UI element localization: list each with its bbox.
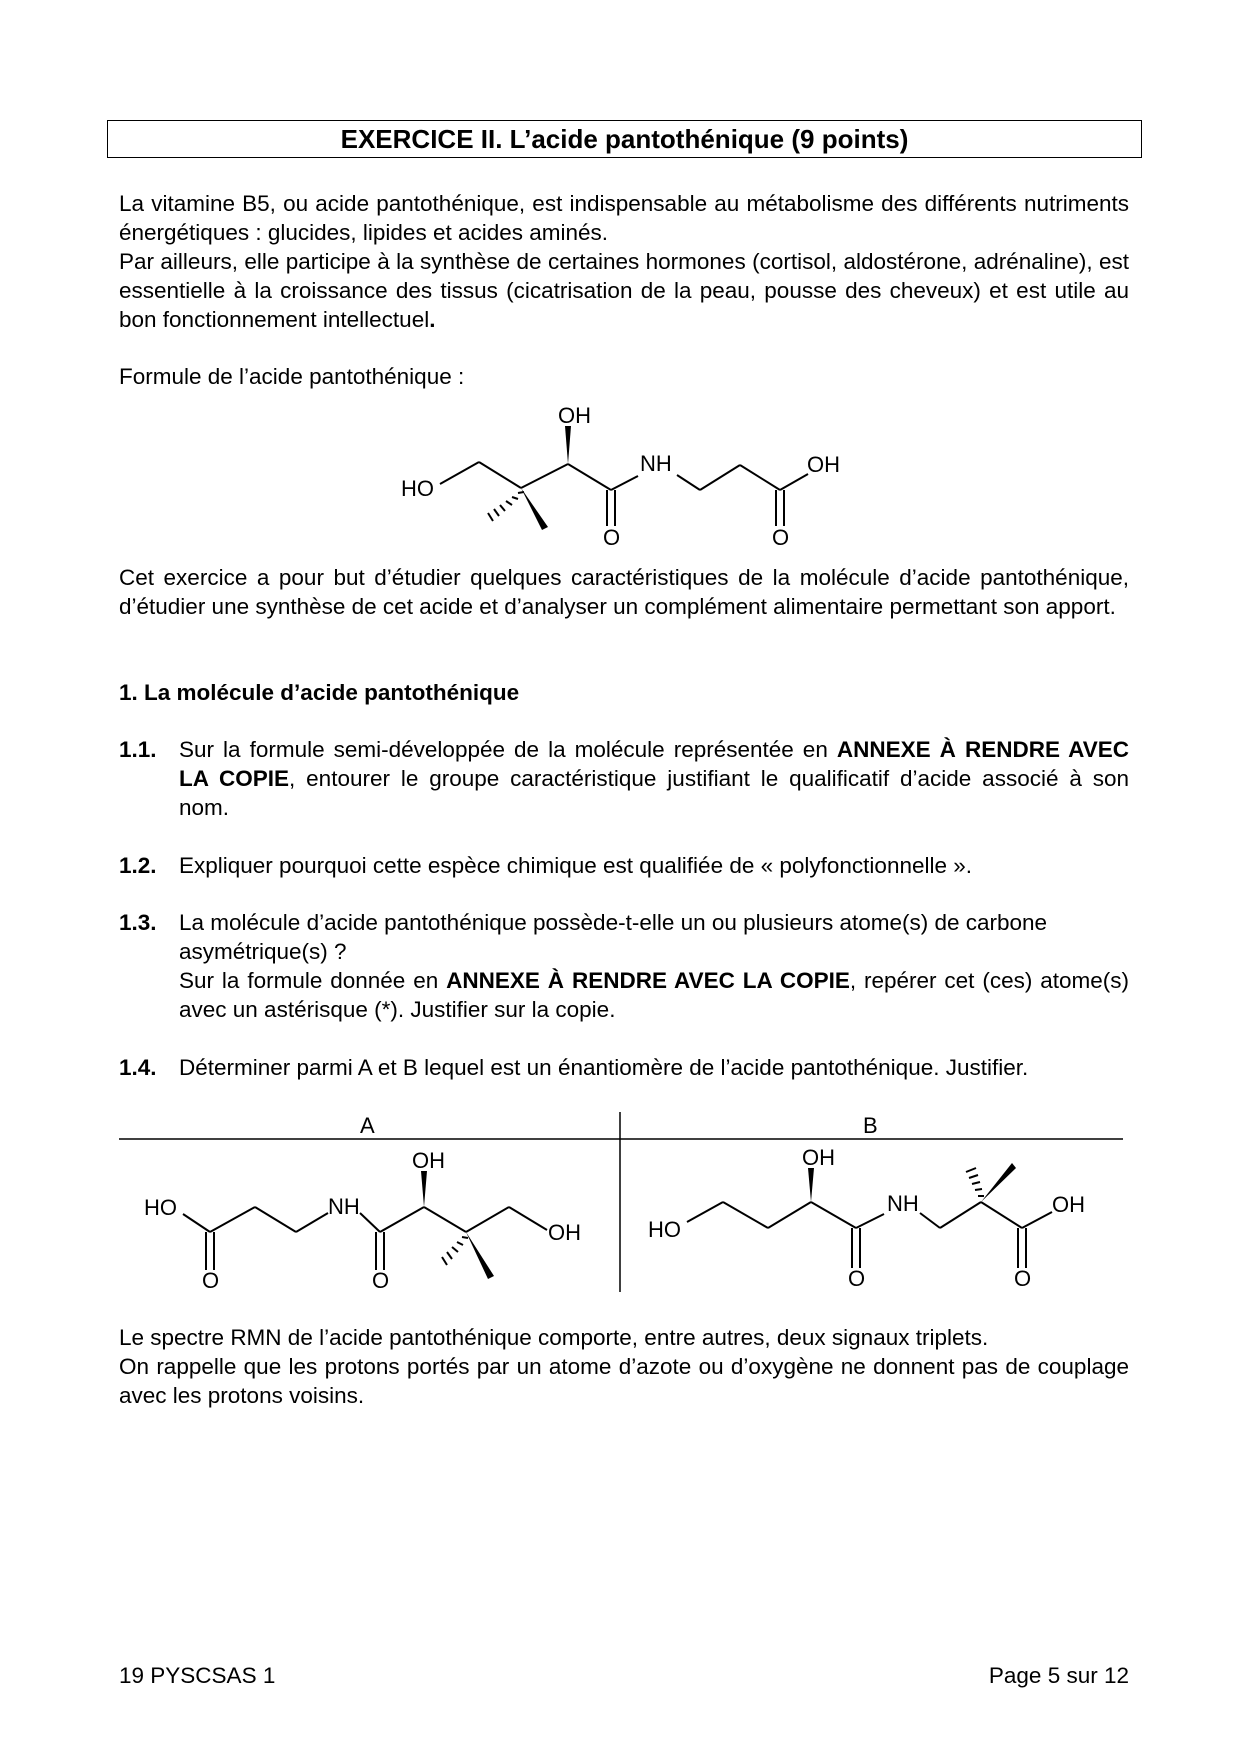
question-number: 1.4. <box>119 1055 157 1080</box>
question-1-1: 1.1. Sur la formule semi-développée de la molécule représentée en ANNEXE À RENDRE AVEC LA COPIE, entourer le groupe caractéristique justifiant le qualificatif d’acide associé à son nom. <box>119 737 1129 820</box>
a-o-label-1: O <box>202 1268 220 1293</box>
a-oh-end-label: OH <box>548 1220 581 1245</box>
section-1-heading: 1. La molécule d’acide pantothénique <box>119 680 520 705</box>
question-1-4: 1.4. Déterminer parmi A et B lequel est un énantiomère de l’acide pantothénique. Justifier. <box>119 1055 1029 1080</box>
nmr-line-1: Le spectre RMN de l’acide pantothénique comporte, entre autres, deux signaux triplets. <box>119 1325 989 1350</box>
b-oh-acid-label: OH <box>1052 1192 1085 1217</box>
nmr-line-2: On rappelle que les protons portés par un atome d’azote ou d’oxygène ne donnent pas de couplage avec les protons voisins. <box>119 1354 1129 1408</box>
exercise-title: EXERCICE II. L’acide pantothénique (9 points) <box>107 120 1142 158</box>
a-o-label-2: O <box>372 1268 390 1293</box>
b-oh-label: OH <box>802 1145 835 1170</box>
o-acid-label: O <box>772 525 790 550</box>
oh-acid-label: OH <box>807 452 840 477</box>
b-o-label-2: O <box>1014 1266 1032 1291</box>
question-number: 1.1. <box>119 737 157 762</box>
b-nh-label: NH <box>887 1191 919 1216</box>
oh-label: OH <box>558 403 591 428</box>
formula-label: Formule de l’acide pantothénique : <box>119 364 465 389</box>
question-1-2: 1.2. Expliquer pourquoi cette espèce chimique est qualifiée de « polyfonctionnelle ». <box>119 853 973 878</box>
pantothenic-acid-structure <box>390 400 860 550</box>
molecule-b <box>648 1145 1085 1291</box>
question-number: 1.3. <box>119 910 157 935</box>
b-ho-label: HO <box>648 1217 681 1242</box>
o-amide-label: O <box>603 525 621 550</box>
ho-label: HO <box>401 476 434 501</box>
footer-code: 19 PYSCSAS 1 <box>119 1663 276 1688</box>
molecule-a <box>144 1148 581 1293</box>
a-nh-label: NH <box>328 1194 360 1219</box>
intro-paragraph-1: La vitamine B5, ou acide pantothénique, est indispensable au métabolisme des différents nutriments énergétiques : glucides, lipides et acides aminés. <box>119 191 1129 245</box>
a-oh-label: OH <box>412 1148 445 1173</box>
question-number: 1.2. <box>119 853 157 878</box>
enantiomer-table <box>110 1108 1130 1298</box>
b-o-label-1: O <box>848 1266 866 1291</box>
question-1-3: 1.3. La molécule d’acide pantothénique possède-t-elle un ou plusieurs atome(s) de carbone asymétrique(s) ? Sur la formule donnée en ANNEXE À RENDRE AVEC LA COPIE, repérer cet (ces) atome(s) avec un astérisque (*). Justifier sur la copie. <box>119 910 1129 1022</box>
nh-label: NH <box>640 451 672 476</box>
footer-page-number: Page 5 sur 12 <box>988 1663 1129 1688</box>
intro-paragraph-2: Par ailleurs, elle participe à la synthèse de certaines hormones (cortisol, aldostérone, adrénaline), est essentielle à la croissance des tissus (cicatrisation de la peau, pousse des cheveux) et est utile au bon fonctionnement intellectuel. <box>119 249 1129 332</box>
purpose-paragraph: Cet exercice a pour but d’étudier quelques caractéristiques de la molécule d’acide pantothénique, d’étudier une synthèse de cet acide et d’analyser un complément alimentaire permettant son apport. <box>119 565 1129 619</box>
col-b-label: B <box>863 1113 878 1138</box>
a-ho-label: HO <box>144 1195 177 1220</box>
col-a-label: A <box>360 1113 375 1138</box>
